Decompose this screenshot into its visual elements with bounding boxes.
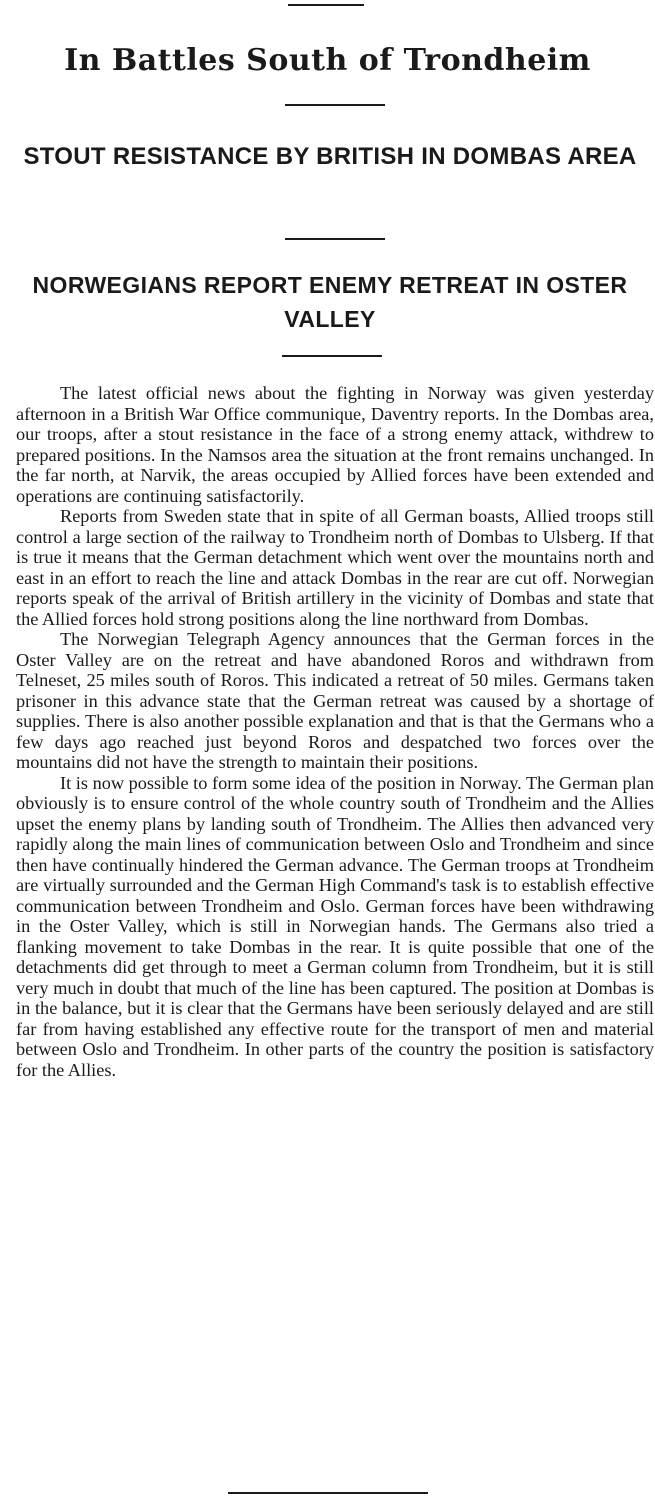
headline-subtitle: STOUT RESISTANCE BY BRITISH IN DOMBAS AREA (23, 143, 637, 170)
article-paragraph-3: The Norwegian Telegraph Agency announces that the German forces in the Oster Valley are on the retreat and have abandoned Roros and withdrawn from Telneset, 25 miles south of Roros. This indicated a retreat of 50 miles. Germans taken prisoner in this advance state that the German retreat was caused by a shortage of supplies. There is also another possible explanation and that is that the Germans who a few days ago reached just beyond Roros and despatched two forces over the mountains did not have the strength to maintain their positions. (16, 629, 654, 772)
divider-rule-1 (285, 104, 385, 106)
article-body (16, 383, 654, 1080)
headline-title: In Battles South of Trondheim (64, 43, 591, 78)
article-paragraph-2: Reports from Sweden state that in spite of all German boasts, Allied troops still control a large section of the railway to Trondheim north of Dombas to Ulsberg. If that is true it means that the German detachment which went over the mountains north and east in an effort to reach the line and attack Dombas in the rear are cut off. Norwegian reports speak of the arrival of British artillery in the vicinity of Dombas and state that the Allied forces hold strong positions along the line northward from Dombas. (16, 506, 654, 629)
article-paragraph-4: It is now possible to form some idea of the position in Norway. The German plan obviously is to ensure control of the whole country south of Trondheim and the Allies upset the enemy plans by landing south of Trondheim. The Allies then advanced very rapidly along the main lines of communication between Oslo and Trondheim and since then have continually hindered the German advance. The German troops at Trondheim are virtually surrounded and the German High Command's task is to establish effective communication between Trondheim and Oslo. German forces have been withdrawing in the Oster Valley, which is still in Norwegian hands. The Germans also tried a flanking movement to take Dombas in the rear. It is quite possible that one of the detachments did get through to meet a German column from Trondheim, but it is still very much in doubt that much of the line has been captured. The position at Dombas is in the balance, but it is clear that the Germans have been seriously delayed and are still far from having established any effective route for the transport of men and material between Oslo and Trondheim. In other parts of the country the position is satisfactory for the Allies. (16, 772, 654, 1080)
divider-rule-2 (285, 238, 385, 240)
divider-rule-3 (282, 355, 382, 357)
bottom-rule (228, 1492, 428, 1494)
headline-subheading: NORWEGIANS REPORT ENEMY RETREAT IN OSTER VALLEY (32, 272, 628, 332)
article-paragraph-1: The latest official news about the fighting in Norway was given yesterday afternoon in a British War Office communique, Daventry reports. In the Dombas area, our troops, after a stout resistance in the face of a strong enemy attack, withdrew to prepared positions. In the Namsos area the situation at the front remains unchanged. In the far north, at Narvik, the areas occupied by Allied forces have been extended and operations are continuing satisfactorily. (16, 383, 654, 506)
top-rule (288, 4, 364, 6)
